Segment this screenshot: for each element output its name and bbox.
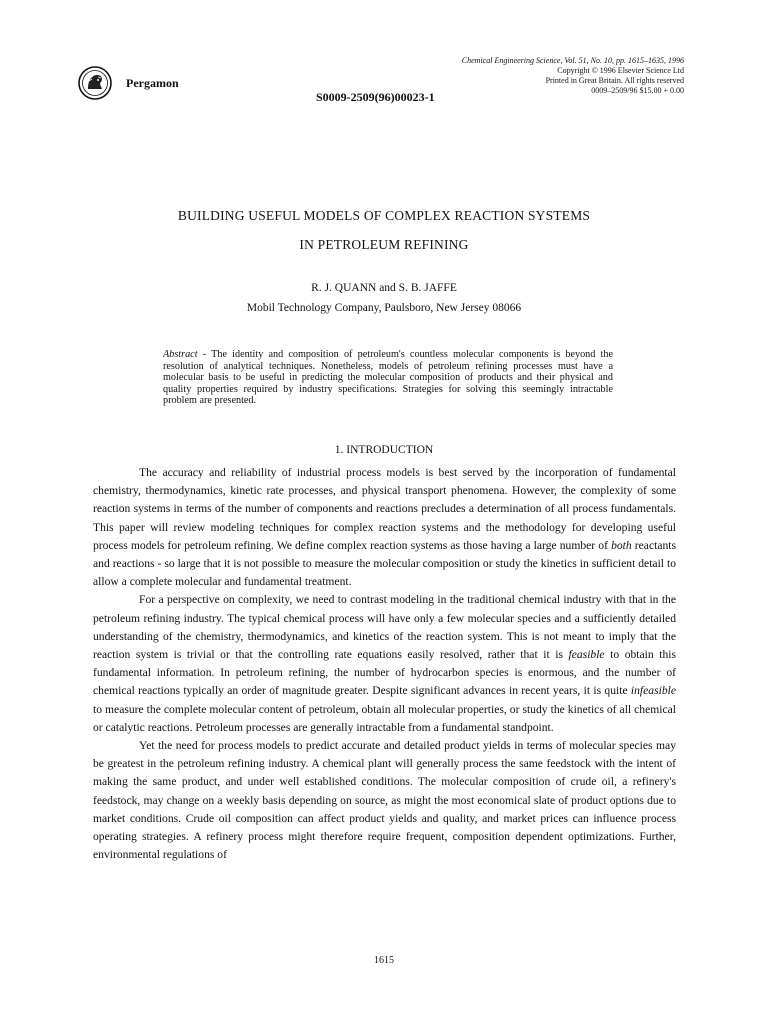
abstract-label: Abstract [163, 349, 198, 360]
journal-info [462, 56, 684, 96]
paragraph-2-part-c: to measure the complete molecular content of petroleum, obtain all molecular properties, or study the kinetics of all chemical or catalytic reactions. Petroleum processes are generally intractable from a fundamental standpoint. [93, 702, 676, 734]
journal-citation: Chemical Engineering Science, Vol. 51, No. 10, pp. 1615–1635, 1996 [461, 56, 684, 65]
affiliation: Mobil Technology Company, Paulsboro, New Jersey 08066 [246, 302, 522, 314]
paragraph-2-emphasis-1: feasible [568, 648, 605, 662]
paper-title-line1: BUILDING USEFUL MODELS OF COMPLEX REACTION SYSTEMS [177, 208, 591, 223]
pii-identifier: S0009-2509(96)00023-1 [316, 90, 435, 104]
paragraph-2 [93, 591, 676, 737]
pergamon-logo-icon [78, 66, 112, 100]
page-number: 1615 [374, 955, 394, 966]
abstract-text: - The identity and composition of petroleum's countless molecular components is beyond the resolution of analytical techniques. Nonetheless, models of petroleum refining processes must have a molecular basis to be useful in predicting the molecular composition of products and their physical and quality properties required by industry specifications. Strategies for solving this seemingly intractable problem are presented. [163, 349, 613, 407]
abstract [163, 349, 613, 407]
paragraph-3: Yet the need for process models to predict accurate and detailed product yields in terms of molecular species may be greatest in the petroleum refining industry. A chemical plant will generally process the same feedstock with the intent of making the same product, and under well established conditions. The molecular composition of crude oil, a refinery's feedstock, may change on a weekly basis depending on source, as might the most economical slate of product options due to market conditions. Crude oil composition can affect product yields and quality, and market prices can influence process operating strategies. A refinery process might therefore require frequent, composition dependent optimizations. Further, environmental regulations of [93, 739, 676, 862]
paragraph-1 [93, 464, 676, 591]
publisher-name: Pergamon [126, 76, 179, 90]
paragraph-1-emphasis: both [611, 538, 632, 552]
section-heading: 1. INTRODUCTION [334, 444, 434, 456]
printed-line: Printed in Great Britain. All rights reserved [545, 76, 684, 85]
paragraph-2-emphasis-2: infeasible [630, 684, 676, 698]
paragraph-2-part-a: For a perspective on complexity, we need to contrast modeling in the traditional chemical industry with that in the petroleum refining industry. The typical chemical process will have only a few molecular species and a sufficiently detailed understanding of the chemistry, thermodynamics, and kinetics of the reaction system. This is not meant to imply that the reaction system is trivial or that the controlling rate equations easily resolved, rather that it is [93, 593, 676, 662]
paragraph-1-part-b: reactants and reactions - so large that it is not possible to measure the molecular composition or study the kinetics in sufficient detail to allow a complete molecular and fundamental treatment. [93, 538, 676, 589]
copyright-line: Copyright © 1996 Elsevier Science Ltd [557, 66, 684, 75]
paper-title-line2: IN PETROLEUM REFINING [299, 237, 469, 252]
authors: R. J. QUANN and S. B. JAFFE [311, 282, 457, 294]
paragraph-2-part-b: to obtain this fundamental information. In petroleum refining, the number of hydrocarbon species is enormous, and the number of chemical reactions typically an order of magnitude greater. Despite significant advances in recent years, it is quite [93, 648, 676, 698]
paragraph-1-part-a: The accuracy and reliability of industrial process models is best served by the incorporation of fundamental chemistry, thermodynamics, kinetic rate processes, and physical transport phenomena. However, the complexity of some reaction systems in terms of the number of components and reactions precludes a determination of all process fundamentals. This paper will review modeling techniques for complex reaction systems and the methodology for developing useful process models for petroleum refining. We define complex reaction systems as those having a large number of [93, 466, 676, 552]
price-line: 0009–2509/96 $15.00 + 0.00 [591, 86, 684, 95]
body-text [93, 464, 676, 864]
